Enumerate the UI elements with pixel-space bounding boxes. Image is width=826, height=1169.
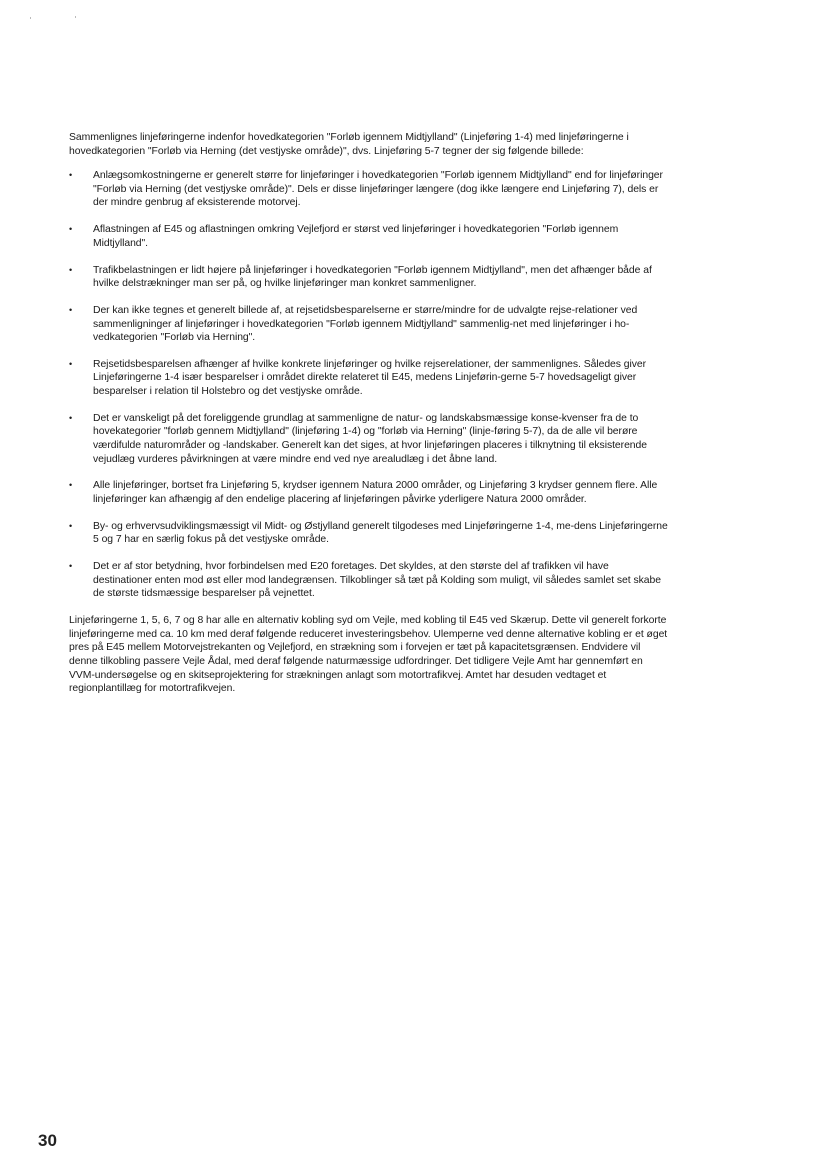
list-item-text: Rejsetidsbesparelsen afhænger af hvilke konkrete linjeføringer og hvilke rejserelationer, der sammenlignes. Således giver Linjeføringerne 1-4 især besparelser i området direkte relateret til E45, medens Linjeførin-gerne 5-7 hovedsageligt giver besparelser i relation til Holstebro og det vestjyske område.: [93, 358, 647, 398]
list-item-text: Trafikbelastningen er lidt højere på linjeføringer i hovedkategorien "Forløb igennem Midtjylland", men det afhænger både af hvilke delstrækninger man ser på, og hvilke linjeføringer man konkret sammenligner.: [93, 264, 652, 290]
list-item: [69, 412, 669, 466]
list-item: [69, 520, 669, 547]
bullet-icon: •: [69, 412, 73, 423]
list-item: [69, 304, 669, 345]
scan-artifact: [30, 17, 31, 19]
bullet-icon: •: [69, 520, 73, 531]
bullet-list: [69, 169, 669, 601]
list-item-text: Der kan ikke tegnes et generelt billede af, at rejsetidsbesparelserne er større/mindre for de udvalgte rejse-relationer ved sammenligninger af linjeføringer i hovedkategorien "Forløb igennem Midtjylland" sammenlig-net med linjeføringer i ho-vedkategorien "Forløb via Herning".: [93, 304, 638, 344]
list-item: [69, 169, 669, 210]
list-item-text: By- og erhvervsudviklingsmæssigt vil Midt- og Østjylland generelt tilgodeses med Linjeføringerne 1-4, me-dens Linjeføringerne 5 og 7 har en særlig fokus på det vestjyske område.: [93, 520, 668, 546]
list-item: [69, 560, 669, 601]
list-item-text: Aflastningen af E45 og aflastningen omkring Vejlefjord er størst ved linjeføringer i hovedkategorien "Forløb igennem Midtjylland".: [93, 224, 619, 249]
intro-paragraph: Sammenlignes linjeføringerne indenfor hovedkategorien "Forløb igennem Midtjylland" (Linjeføring 1-4) med linjeføringerne i hovedkategorien "Forløb via Herning (det vestjyske område)", dvs. Linjeføring 5-7 tegner der sig følgende billede:: [69, 132, 629, 157]
body-text: [69, 131, 669, 696]
bullet-icon: •: [69, 170, 73, 181]
closing-paragraph: Linjeføringerne 1, 5, 6, 7 og 8 har alle en alternativ kobling syd om Vejle, med kobling til E45 ved Skærup. Dette vil generelt forkorte linjeføringerne med ca. 10 km med deraf følgende reduceret investeringsbehov. Ulemperne ved denne alternative kobling er et øget pres på E45 mellem Motorvejstrekanten og Vejlefjord, en strækning som i forvejen er tæt på kapacitetsgrænsen. Endvidere vil denne tilkobling passere Vejle Ådal, med deraf følgende naturmæssige udfordringer. Det tidligere Vejle Amt har gennemført en VVM-undersøgelse og en skitseprojektering for strækningen anlagt som motortrafikvej. Amtet har desuden vedtaget et regionplantillæg for motortrafikvejen.: [69, 615, 668, 695]
list-item-text: Alle linjeføringer, bortset fra Linjeføring 5, krydser igennem Natura 2000 områder, og Linjeføring 3 krydser gennem flere. Alle linjeføringer kan afhængig af den endelige placering af linjeføringen påvirke yderligere Natura 2000 områder.: [93, 480, 658, 505]
list-item: [69, 479, 669, 506]
list-item: [69, 223, 669, 250]
bullet-icon: •: [69, 480, 73, 491]
page-number: 30: [38, 1131, 57, 1150]
bullet-icon: •: [69, 358, 73, 369]
list-item: [69, 264, 669, 291]
scan-artifact: [75, 16, 76, 18]
list-item: [69, 358, 669, 399]
bullet-icon: •: [69, 561, 73, 572]
bullet-icon: •: [69, 304, 73, 315]
bullet-icon: •: [69, 264, 73, 275]
list-item-text: Det er vanskeligt på det foreliggende grundlag at sammenligne de natur- og landskabsmæssige konse-kvenser fra de to hovekategorier "forløb gennem Midtjylland" (linjeføring 1-4) og "forløb via Herning" (linje-føring 5-7), da de alle vil berøre værdifulde naturområder og -landskaber. Generelt kan det siges, at hvor linjeføringen placeres i tilknytning til eksisterende vejudlæg vurderes påvirkningen at være mindre end ved nye arealudlæg i det åbne land.: [93, 412, 647, 465]
list-item-text: Anlægsomkostningerne er generelt større for linjeføringer i hovedkategorien "Forløb igennem Midtjylland" end for linjeføringer "Forløb via Herning (det vestjyske område)". Dels er disse linjeføringer længere (dog ikke længere end Linjeføring 7), dels er der mindre genbrug af eksisterende motorvej.: [93, 170, 663, 209]
list-item-text: Det er af stor betydning, hvor forbindelsen med E20 foretages. Det skyldes, at den største del af trafikken vil have destinationer enten mod øst eller mod landegrænsen. Tilkoblinger så tæt på Kolding som muligt, vil således samlet set skabe de største tidsmæssige besparelser på vejnettet.: [93, 561, 661, 600]
bullet-icon: •: [69, 224, 73, 235]
